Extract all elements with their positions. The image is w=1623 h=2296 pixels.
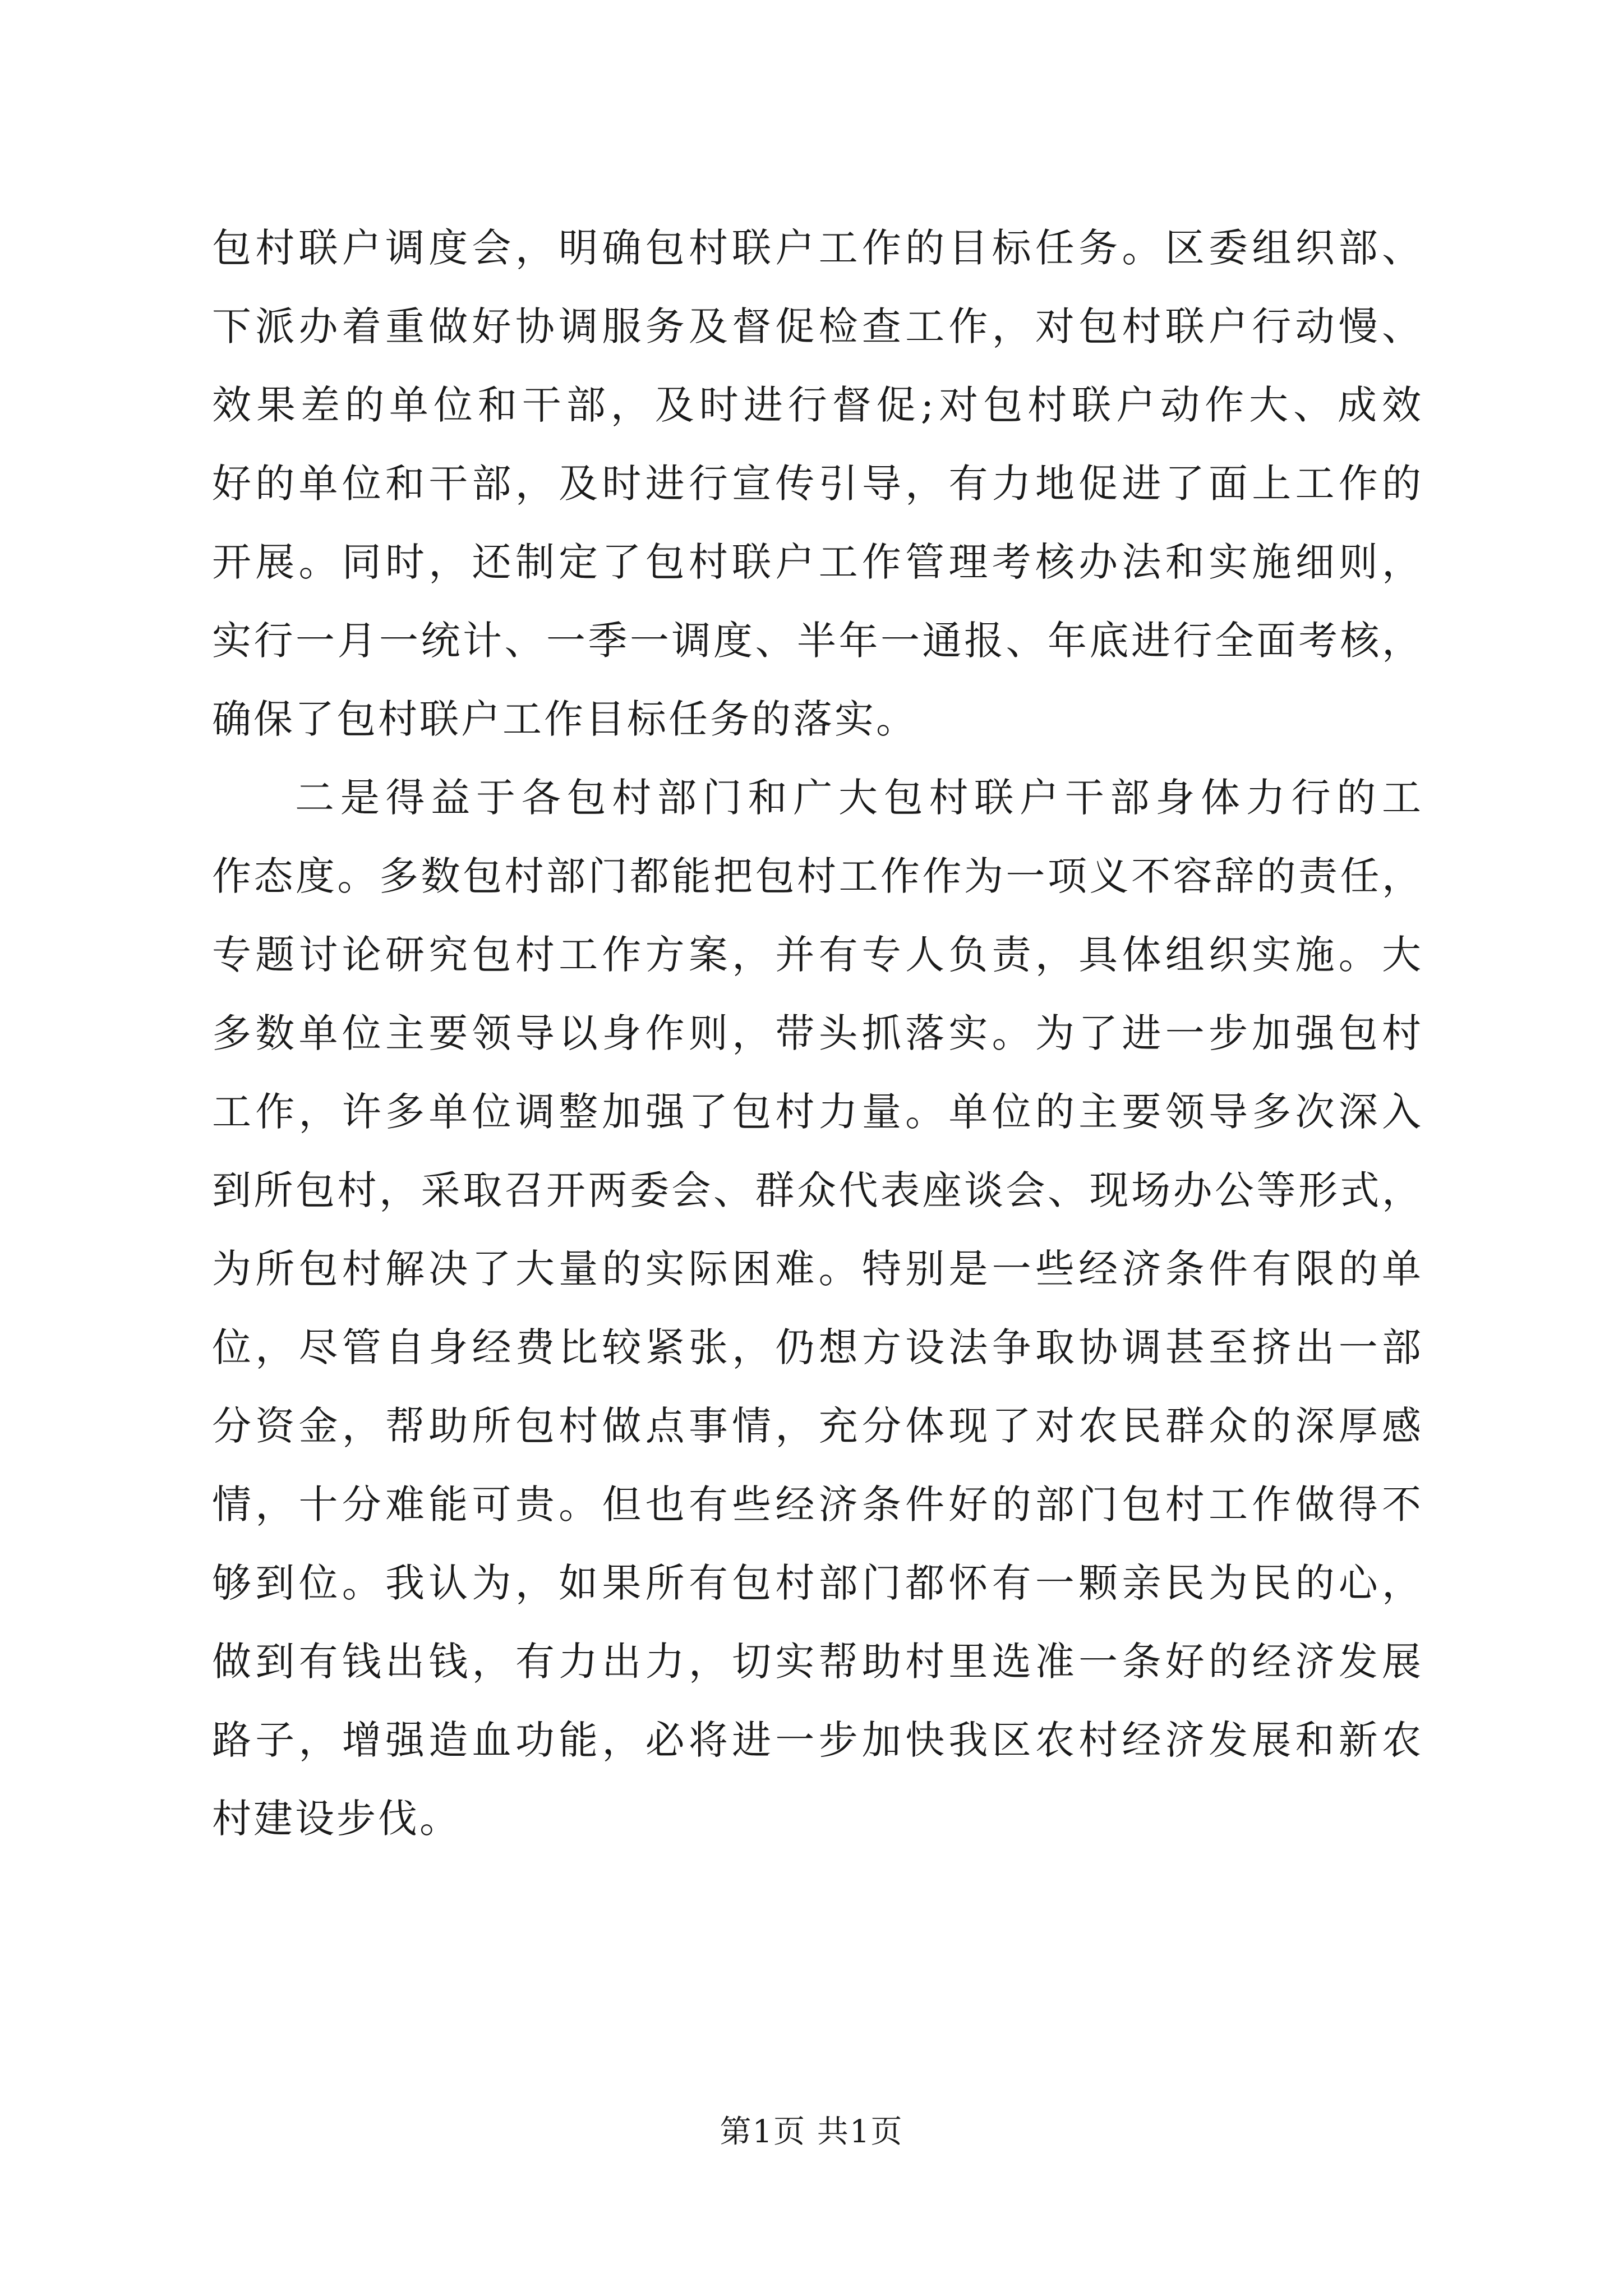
text-line: 做到有钱出钱，有力出力，切实帮助村里选准一条好的经济发展 (212, 1639, 1423, 1685)
paragraph-1 (212, 209, 1423, 758)
text-line: 效果差的单位和干部，及时进行督促;对包村联户动作大、成效 (212, 382, 1423, 428)
text-line: 为所包村解决了大量的实际困难。特别是一些经济条件有限的单 (212, 1246, 1423, 1292)
text-line: 多数单位主要领导以身作则，带头抓落实。为了进一步加强包村 (212, 1010, 1423, 1056)
text-line: 情，十分难能可贵。但也有些经济条件好的部门包村工作做得不 (212, 1481, 1423, 1527)
text-line: 好的单位和干部，及时进行宣传引导，有力地促进了面上工作的 (212, 461, 1423, 507)
text-line: 工作，许多单位调整加强了包村力量。单位的主要领导多次深入 (212, 1089, 1423, 1135)
text-line: 开展。同时，还制定了包村联户工作管理考核办法和实施细则， (212, 539, 1423, 585)
text-line: 位，尽管自身经费比较紧张，仍想方设法争取协调甚至挤出一部 (212, 1324, 1423, 1370)
text-line: 二是得益于各包村部门和广大包村联户干部身体力行的工 (295, 775, 1423, 821)
page-number-footer: 第1页 共1页 (720, 2114, 903, 2150)
text-line: 路子，增强造血功能，必将进一步加快我区农村经济发展和新农 (212, 1717, 1423, 1763)
text-line: 到所包村，采取召开两委会、群众代表座谈会、现场办公等形式， (212, 1167, 1423, 1213)
text-line: 够到位。我认为，如果所有包村部门都怀有一颗亲民为民的心， (212, 1560, 1423, 1606)
text-line: 确保了包村联户工作目标任务的落实。 (212, 696, 917, 742)
text-line: 包村联户调度会，明确包村联户工作的目标任务。区委组织部、 (212, 225, 1423, 271)
text-line: 下派办着重做好协调服务及督促检查工作，对包村联户行动慢、 (212, 303, 1423, 349)
document-body (212, 209, 1423, 1858)
text-line: 作态度。多数包村部门都能把包村工作作为一项义不容辞的责任， (212, 853, 1423, 899)
text-line: 专题讨论研究包村工作方案，并有专人负责，具体组织实施。大 (212, 932, 1423, 978)
text-line: 村建设步伐。 (212, 1796, 461, 1842)
text-line: 分资金，帮助所包村做点事情，充分体现了对农民群众的深厚感 (212, 1403, 1423, 1449)
paragraph-2 (212, 758, 1423, 1858)
text-line: 实行一月一统计、一季一调度、半年一通报、年底进行全面考核， (212, 618, 1423, 664)
